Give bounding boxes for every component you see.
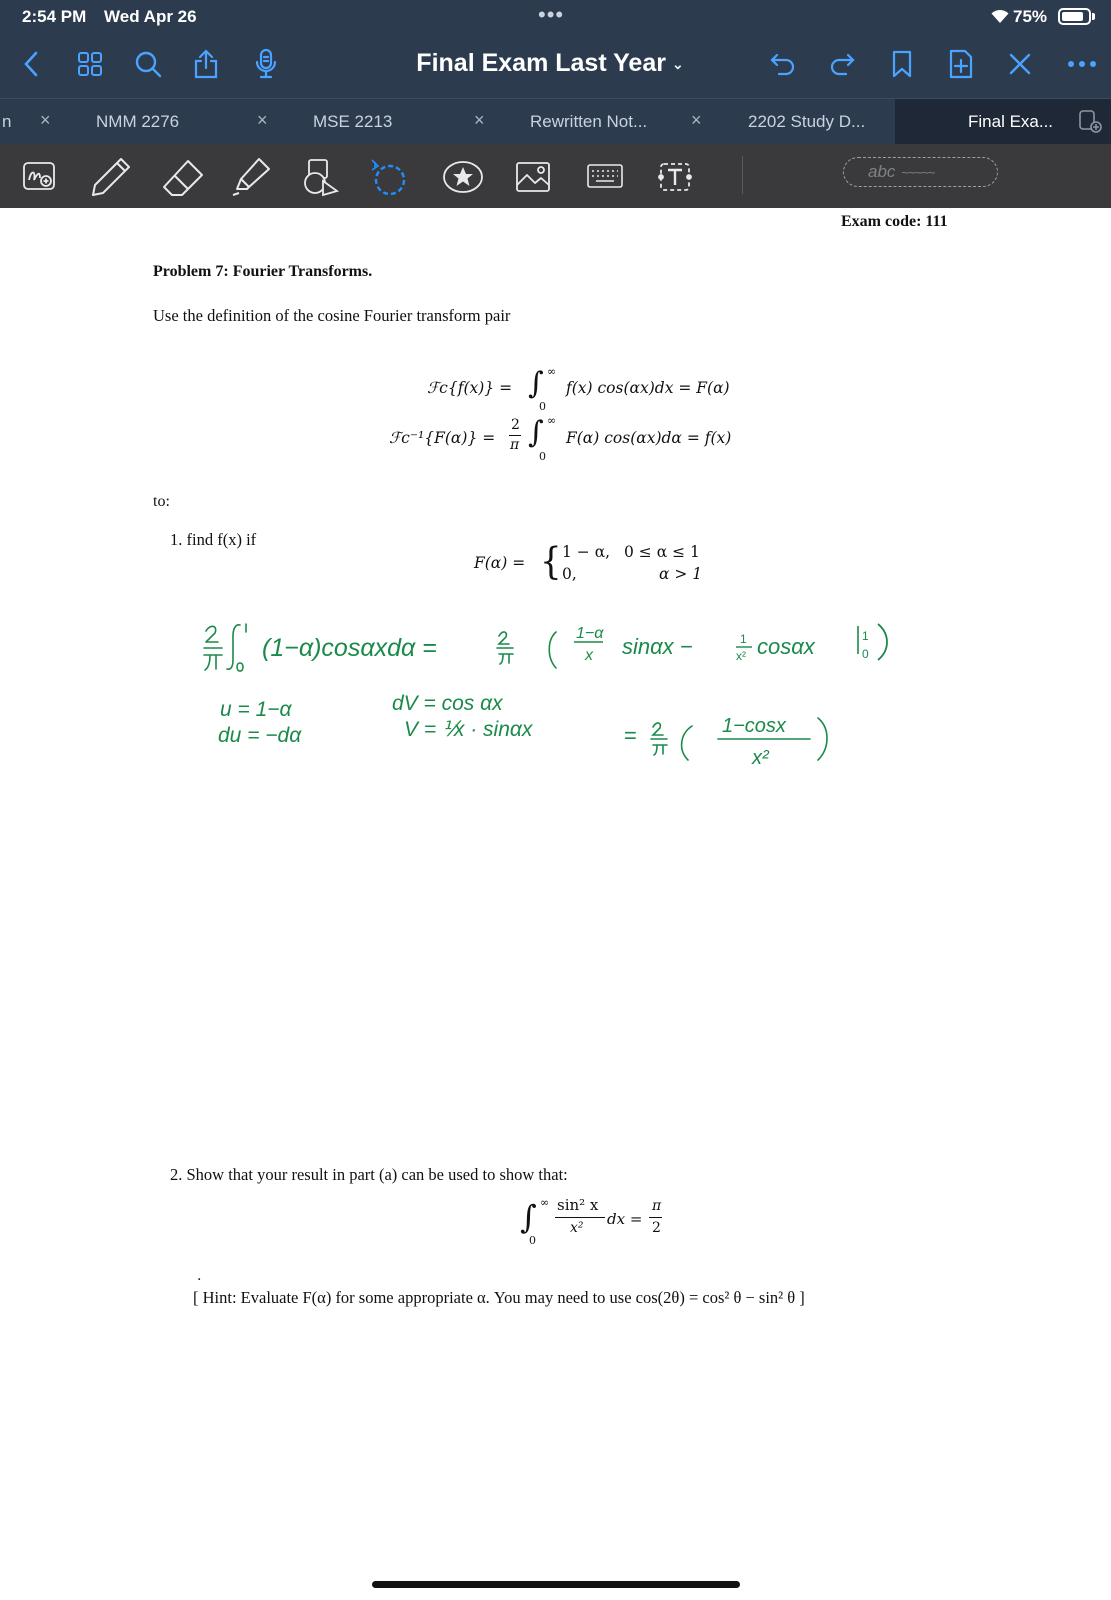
svg-text:=: = (624, 723, 637, 748)
svg-text:1−α: 1−α (576, 625, 604, 642)
handwritten-work[interactable] (0, 208, 1111, 808)
lower-limit: 0 (539, 400, 546, 413)
integrand-den: x² (570, 1220, 584, 1236)
upper-limit: ∞ (547, 365, 557, 378)
document-toolbar (0, 32, 1111, 98)
hw-result-den: x² (752, 747, 769, 769)
case1-expr: 1 − α, (562, 543, 611, 561)
rhs-den: 2 (652, 1220, 661, 1236)
hw-sub-dv: dV = cos αx (392, 692, 503, 715)
status-bar (0, 0, 1111, 32)
pen-icon[interactable] (88, 154, 134, 200)
stray-dot: . (197, 1268, 202, 1284)
undo-icon[interactable] (765, 46, 801, 82)
tab-label[interactable]: MSE 2213 (313, 112, 393, 131)
close-icon[interactable] (1002, 46, 1038, 82)
tab-label[interactable]: Final Exa... (968, 112, 1054, 131)
redo-icon[interactable] (824, 46, 860, 82)
tab-2[interactable] (60, 99, 275, 145)
to-label: to: (153, 493, 170, 510)
more-icon[interactable] (1064, 46, 1100, 82)
hw-sub-u: u = 1−α (220, 698, 292, 721)
hw-sub-du: du = −dα (218, 724, 302, 747)
status-time: 2:54 PM (22, 7, 87, 26)
piecewise-brace: { (540, 540, 562, 584)
document-title-text[interactable]: Final Exam Last Year (416, 49, 666, 77)
tab-3[interactable] (275, 99, 490, 145)
status-date: Wed Apr 26 (104, 7, 197, 26)
upper-limit: ∞ (540, 1196, 550, 1209)
text-box-icon[interactable] (652, 154, 698, 200)
question-2: 2. Show that your result in part (a) can be used to show that: (170, 1165, 568, 1184)
text-recognition-placeholder: abc (868, 162, 896, 181)
share-icon[interactable] (188, 46, 224, 82)
shapes-icon[interactable] (298, 154, 344, 200)
image-icon[interactable] (510, 154, 556, 200)
piecewise-lhs: F(α) = (474, 554, 526, 572)
rhs-num: π (652, 1198, 662, 1214)
hw-result-num: 1−cosx (722, 715, 786, 737)
hw-sub-v: V = ⅟x · sinαx (404, 718, 533, 741)
battery-icon (1058, 8, 1091, 25)
integral-sign: ∫ (528, 415, 544, 450)
dx-label: dx = (607, 1210, 643, 1228)
upper-limit: ∞ (547, 414, 557, 427)
tab-close-icon[interactable]: × (691, 110, 702, 130)
bookmark-icon[interactable] (884, 46, 920, 82)
tab-close-icon[interactable]: × (257, 110, 268, 130)
eq1-lhs: ℱc{f(x)} = (427, 379, 513, 397)
tab-label[interactable]: Rewritten Not... (530, 112, 648, 131)
tab-active-final-exam[interactable] (895, 99, 1111, 145)
hint-text: [ Hint: Evaluate F(α) for some appropriate α. You may need to use cos(2θ) = cos² θ − sin² θ ] (193, 1288, 805, 1307)
eraser-icon[interactable] (160, 154, 206, 200)
tab-close-icon[interactable]: × (40, 110, 51, 130)
case1-cond: 0 ≤ α ≤ 1 (624, 543, 700, 561)
tab-4[interactable] (490, 99, 705, 145)
tab-bar (0, 98, 1111, 144)
svg-text:1: 1 (862, 629, 869, 643)
home-indicator[interactable] (372, 1581, 740, 1588)
tab-1[interactable] (0, 99, 60, 145)
highlighter-icon[interactable] (228, 154, 274, 200)
fraction-den: π (510, 437, 520, 453)
question-1: 1. find f(x) if (170, 530, 257, 549)
chevron-down-icon[interactable]: ⌄ (671, 55, 684, 72)
lower-limit: 0 (539, 450, 546, 463)
exam-code: Exam code: 111 (841, 213, 948, 230)
tab-close-icon[interactable]: × (474, 110, 485, 130)
eq2-lhs: ℱc⁻¹{F(α)} = (389, 429, 496, 447)
tab-label[interactable]: NMM 2276 (96, 112, 180, 131)
hw-integrand: (1−α)cosαxdα = (262, 634, 437, 662)
multitask-dots-icon[interactable]: ••• (538, 2, 565, 27)
tab-label[interactable]: 2202 Study D... (748, 112, 866, 131)
lower-limit: 0 (529, 1234, 536, 1247)
problem-title: Problem 7: Fourier Transforms. (153, 263, 373, 280)
toolbar-divider (742, 156, 743, 194)
eq2-rhs: F(α) cos(αx)dα = f(x) (566, 429, 732, 447)
read-only-icon[interactable] (17, 154, 63, 200)
svg-text:sinαx −: sinαx − (622, 634, 693, 659)
svg-text:0: 0 (862, 647, 869, 661)
back-icon[interactable] (14, 46, 50, 82)
wifi-icon (990, 8, 1010, 29)
integral-sign: ∫ (520, 1198, 537, 1236)
lasso-icon[interactable] (364, 154, 410, 200)
svg-text:x²: x² (736, 649, 746, 663)
app-chrome (0, 0, 1111, 208)
problem-intro: Use the definition of the cosine Fourier transform pair (153, 306, 511, 325)
search-icon[interactable] (130, 46, 166, 82)
fraction-num: 2 (511, 417, 520, 433)
keyboard-icon[interactable] (582, 154, 628, 200)
eq1-rhs: f(x) cos(αx)dx = F(α) (566, 379, 730, 397)
drawing-toolbar (0, 144, 1111, 208)
document-page[interactable] (0, 208, 1111, 1600)
add-page-icon[interactable] (943, 46, 979, 82)
microphone-icon[interactable] (248, 46, 284, 82)
case2-expr: 0, (562, 565, 577, 583)
text-recognition-field[interactable]: abc ~~~~~ (843, 157, 998, 187)
tab-label[interactable]: n (2, 112, 12, 131)
document-title[interactable] (380, 49, 720, 78)
battery-percent: 75% (1013, 7, 1048, 26)
svg-text:1: 1 (740, 632, 747, 646)
svg-text:x: x (585, 647, 593, 664)
integral-sign: ∫ (528, 366, 544, 401)
svg-text:cosαx: cosαx (757, 634, 815, 659)
tab-5[interactable] (705, 99, 895, 145)
new-tab-icon[interactable] (1078, 109, 1102, 138)
integrand-num: sin² x (557, 1196, 599, 1214)
grid-icon[interactable] (72, 46, 108, 82)
sticker-icon[interactable] (440, 154, 486, 200)
case2-cond: α > 1 (659, 565, 703, 583)
